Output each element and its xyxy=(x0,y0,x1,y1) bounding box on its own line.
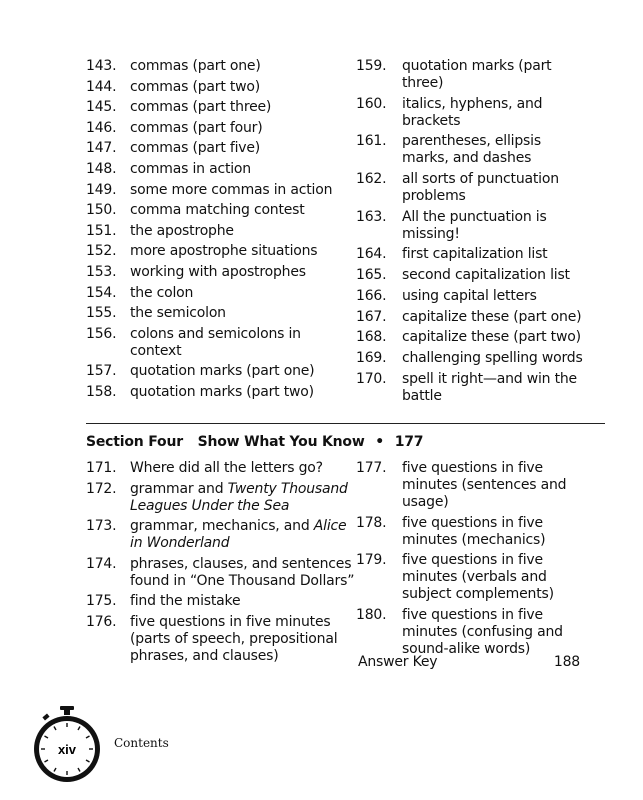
toc-entry-text: commas (part five) xyxy=(130,140,261,157)
toc-entry-title xyxy=(130,264,356,281)
toc-entry-title xyxy=(130,99,356,116)
stopwatch-icon xyxy=(30,705,104,785)
toc-entry xyxy=(86,223,356,240)
toc-entry-number: 180. xyxy=(356,607,387,624)
toc-entry-number: 164. xyxy=(356,246,387,263)
toc-entry xyxy=(86,243,356,260)
toc-entry-title xyxy=(402,460,586,511)
toc-entry xyxy=(86,326,356,360)
toc-entry-text: second capitalization list xyxy=(402,267,570,284)
toc-entry xyxy=(86,120,356,137)
section-label: Section Four xyxy=(86,434,183,450)
toc-entry-number: 178. xyxy=(356,514,387,531)
toc-entry-number: 174. xyxy=(86,555,117,572)
toc-entry xyxy=(86,202,356,219)
toc-entry xyxy=(86,593,356,610)
toc-entry-number: 158. xyxy=(86,383,117,400)
toc-entry xyxy=(356,607,586,658)
toc-entry xyxy=(86,161,356,178)
toc-entry-text: comma matching contest xyxy=(130,202,305,219)
toc-entry-title xyxy=(402,371,586,405)
toc-entry-title xyxy=(402,350,586,367)
toc-entry-text: colons and semicolons in context xyxy=(130,325,301,359)
toc-entry-text: grammar, mechanics, and xyxy=(130,518,314,535)
toc-entry-title xyxy=(402,515,586,549)
section-divider xyxy=(86,423,605,424)
toc-entry-text: commas (part four) xyxy=(130,119,263,136)
toc-entry xyxy=(86,285,356,302)
toc-column-right-bottom xyxy=(356,460,586,662)
toc-entry-number: 170. xyxy=(356,370,387,387)
toc-entry-text: working with apostrophes xyxy=(130,263,306,280)
toc-entry-title xyxy=(402,329,586,346)
toc-entry xyxy=(86,614,356,665)
toc-entry xyxy=(356,171,586,205)
section-title: Show What You Know xyxy=(197,434,365,450)
answer-key-page: 188 xyxy=(553,654,580,670)
toc-entry-title xyxy=(402,96,586,130)
toc-entry-text: commas (part three) xyxy=(130,99,272,116)
toc-column-left-bottom xyxy=(86,460,356,669)
toc-entry-title xyxy=(130,556,356,590)
toc-entry-text: more apostrophe situations xyxy=(130,243,318,260)
answer-key-entry xyxy=(358,654,580,670)
toc-entry-title xyxy=(130,326,356,360)
toc-entry-number: 169. xyxy=(356,349,387,366)
toc-entry-title xyxy=(130,223,356,240)
toc-entry xyxy=(86,460,356,477)
footer-page-number: xiv xyxy=(57,742,77,757)
toc-entry-number: 147. xyxy=(86,140,117,157)
toc-entry-number: 155. xyxy=(86,305,117,322)
toc-entry xyxy=(356,515,586,549)
toc-entry-title xyxy=(130,140,356,157)
toc-entry-text: first capitalization list xyxy=(402,246,548,263)
toc-entry-title xyxy=(402,552,586,603)
toc-entry-number: 148. xyxy=(86,160,117,177)
toc-entry xyxy=(86,264,356,281)
toc-entry-text: five questions in five minutes (mechanics) xyxy=(402,514,546,548)
toc-entry-number: 163. xyxy=(356,208,387,225)
toc-column-right-top xyxy=(356,58,586,408)
toc-entry-text: five questions in five minutes (confusing and sound-alike words) xyxy=(402,607,563,658)
toc-entry-italic-title: Alice in Wonderland xyxy=(130,518,347,552)
toc-entry-title xyxy=(402,288,586,305)
toc-entry-number: 144. xyxy=(86,78,117,95)
toc-entry xyxy=(356,133,586,167)
toc-entry-number: 161. xyxy=(356,133,387,150)
toc-entry-title xyxy=(130,182,356,199)
toc-entry xyxy=(86,182,356,199)
answer-key-label: Answer Key xyxy=(358,654,438,670)
toc-entry-text: find the mistake xyxy=(130,593,241,610)
toc-entry-number: 172. xyxy=(86,480,117,497)
toc-entry xyxy=(86,481,356,515)
toc-entry-title xyxy=(402,267,586,284)
toc-entry-number: 176. xyxy=(86,613,117,630)
toc-entry xyxy=(356,58,586,92)
section-bullet: • xyxy=(375,434,385,450)
toc-entry-number: 156. xyxy=(86,325,117,342)
toc-entry xyxy=(356,309,586,326)
toc-entry-italic-title: Twenty Thousand Leagues Under the Sea xyxy=(130,480,348,514)
toc-entry-number: 167. xyxy=(356,308,387,325)
toc-entry-title xyxy=(130,120,356,137)
toc-column-left-top xyxy=(86,58,356,405)
toc-entry-text: five questions in five minutes (parts of speech, prepositional phrases, and clauses) xyxy=(130,613,338,664)
toc-entry-title xyxy=(130,202,356,219)
toc-entry xyxy=(356,460,586,511)
toc-entry-title xyxy=(402,607,586,658)
toc-entry-text: phrases, clauses, and sentences found in “One Thousand Dollars” xyxy=(130,555,355,589)
toc-entry-number: 143. xyxy=(86,58,117,74)
toc-entry xyxy=(356,552,586,603)
toc-entry-text: the semicolon xyxy=(130,305,226,322)
toc-entry xyxy=(356,209,586,243)
toc-entry-title xyxy=(402,58,586,92)
toc-entry-title xyxy=(130,481,356,515)
toc-entry-number: 160. xyxy=(356,95,387,112)
toc-entry-text: quotation marks (part one) xyxy=(130,363,315,380)
toc-entry-title xyxy=(402,171,586,205)
toc-entry-text: italics, hyphens, and brackets xyxy=(402,95,543,129)
toc-entry-text: using capital letters xyxy=(402,287,537,304)
toc-entry-text: parentheses, ellipsis marks, and dashes xyxy=(402,133,541,167)
toc-entry-number: 152. xyxy=(86,243,117,260)
toc-entry-text: quotation marks (part two) xyxy=(130,383,314,400)
toc-entry xyxy=(356,288,586,305)
toc-entry-number: 165. xyxy=(356,267,387,284)
toc-entry-text: all sorts of punctuation problems xyxy=(402,171,559,205)
toc-entry-text: commas (part two) xyxy=(130,78,261,95)
toc-entry-number: 162. xyxy=(356,171,387,188)
toc-entry xyxy=(86,58,356,75)
toc-entry-text: challenging spelling words xyxy=(402,349,583,366)
toc-entry-text: five questions in five minutes (sentences and usage) xyxy=(402,460,567,510)
toc-entry-title xyxy=(130,285,356,302)
toc-entry xyxy=(86,384,356,401)
toc-entry xyxy=(86,305,356,322)
toc-entry-number: 153. xyxy=(86,263,117,280)
toc-entry-title xyxy=(130,58,356,75)
footer-label: Contents xyxy=(114,736,169,750)
toc-entry-title xyxy=(402,133,586,167)
toc-entry-number: 150. xyxy=(86,202,117,219)
toc-entry xyxy=(86,363,356,380)
toc-entry-number: 159. xyxy=(356,58,387,74)
toc-entry-text: quotation marks (part three) xyxy=(402,58,552,91)
toc-entry-title xyxy=(402,209,586,243)
toc-entry-number: 157. xyxy=(86,363,117,380)
toc-entry-title xyxy=(130,305,356,322)
toc-entry xyxy=(356,96,586,130)
toc-entry xyxy=(356,267,586,284)
toc-entry xyxy=(356,329,586,346)
toc-entry-number: 149. xyxy=(86,181,117,198)
toc-entry xyxy=(356,350,586,367)
toc-entry-text: grammar and xyxy=(130,480,228,497)
toc-entry-text: All the punctuation is missing! xyxy=(402,208,547,242)
toc-entry-title xyxy=(130,593,356,610)
toc-entry-number: 168. xyxy=(356,329,387,346)
toc-entry-title xyxy=(130,161,356,178)
toc-entry-number: 177. xyxy=(356,460,387,476)
toc-entry xyxy=(86,99,356,116)
toc-entry xyxy=(86,556,356,590)
toc-entry-text: the colon xyxy=(130,284,194,301)
toc-entry-title xyxy=(130,460,356,477)
toc-entry-text: Where did all the letters go? xyxy=(130,460,323,476)
toc-entry-title xyxy=(130,384,356,401)
toc-entry-number: 154. xyxy=(86,284,117,301)
toc-entry-number: 146. xyxy=(86,119,117,136)
toc-entry-text: five questions in five minutes (verbals and subject complements) xyxy=(402,552,554,603)
toc-entry xyxy=(86,518,356,552)
toc-entry-number: 179. xyxy=(356,552,387,569)
toc-entry-text: capitalize these (part two) xyxy=(402,329,581,346)
toc-entry-title xyxy=(130,79,356,96)
toc-entry-number: 151. xyxy=(86,222,117,239)
toc-entry-text: commas (part one) xyxy=(130,58,261,74)
toc-entry-number: 166. xyxy=(356,287,387,304)
toc-entry-text: some more commas in action xyxy=(130,181,333,198)
toc-entry xyxy=(86,140,356,157)
toc-entry-text: the apostrophe xyxy=(130,222,234,239)
toc-entry-number: 145. xyxy=(86,99,117,116)
section-page: 177 xyxy=(394,434,424,450)
toc-entry-title xyxy=(130,243,356,260)
toc-entry-text: capitalize these (part one) xyxy=(402,308,582,325)
toc-entry-title xyxy=(130,363,356,380)
toc-entry-title xyxy=(130,614,356,665)
toc-entry xyxy=(86,79,356,96)
toc-entry-text: commas in action xyxy=(130,160,251,177)
section-heading xyxy=(86,434,423,450)
toc-entry-title xyxy=(130,518,356,552)
toc-entry-number: 171. xyxy=(86,460,117,476)
toc-entry-number: 173. xyxy=(86,518,117,535)
toc-entry xyxy=(356,371,586,405)
toc-entry xyxy=(356,246,586,263)
toc-entry-title xyxy=(402,246,586,263)
toc-entry-title xyxy=(402,309,586,326)
toc-entry-text: spell it right—and win the battle xyxy=(402,370,577,404)
toc-entry-number: 175. xyxy=(86,593,117,610)
